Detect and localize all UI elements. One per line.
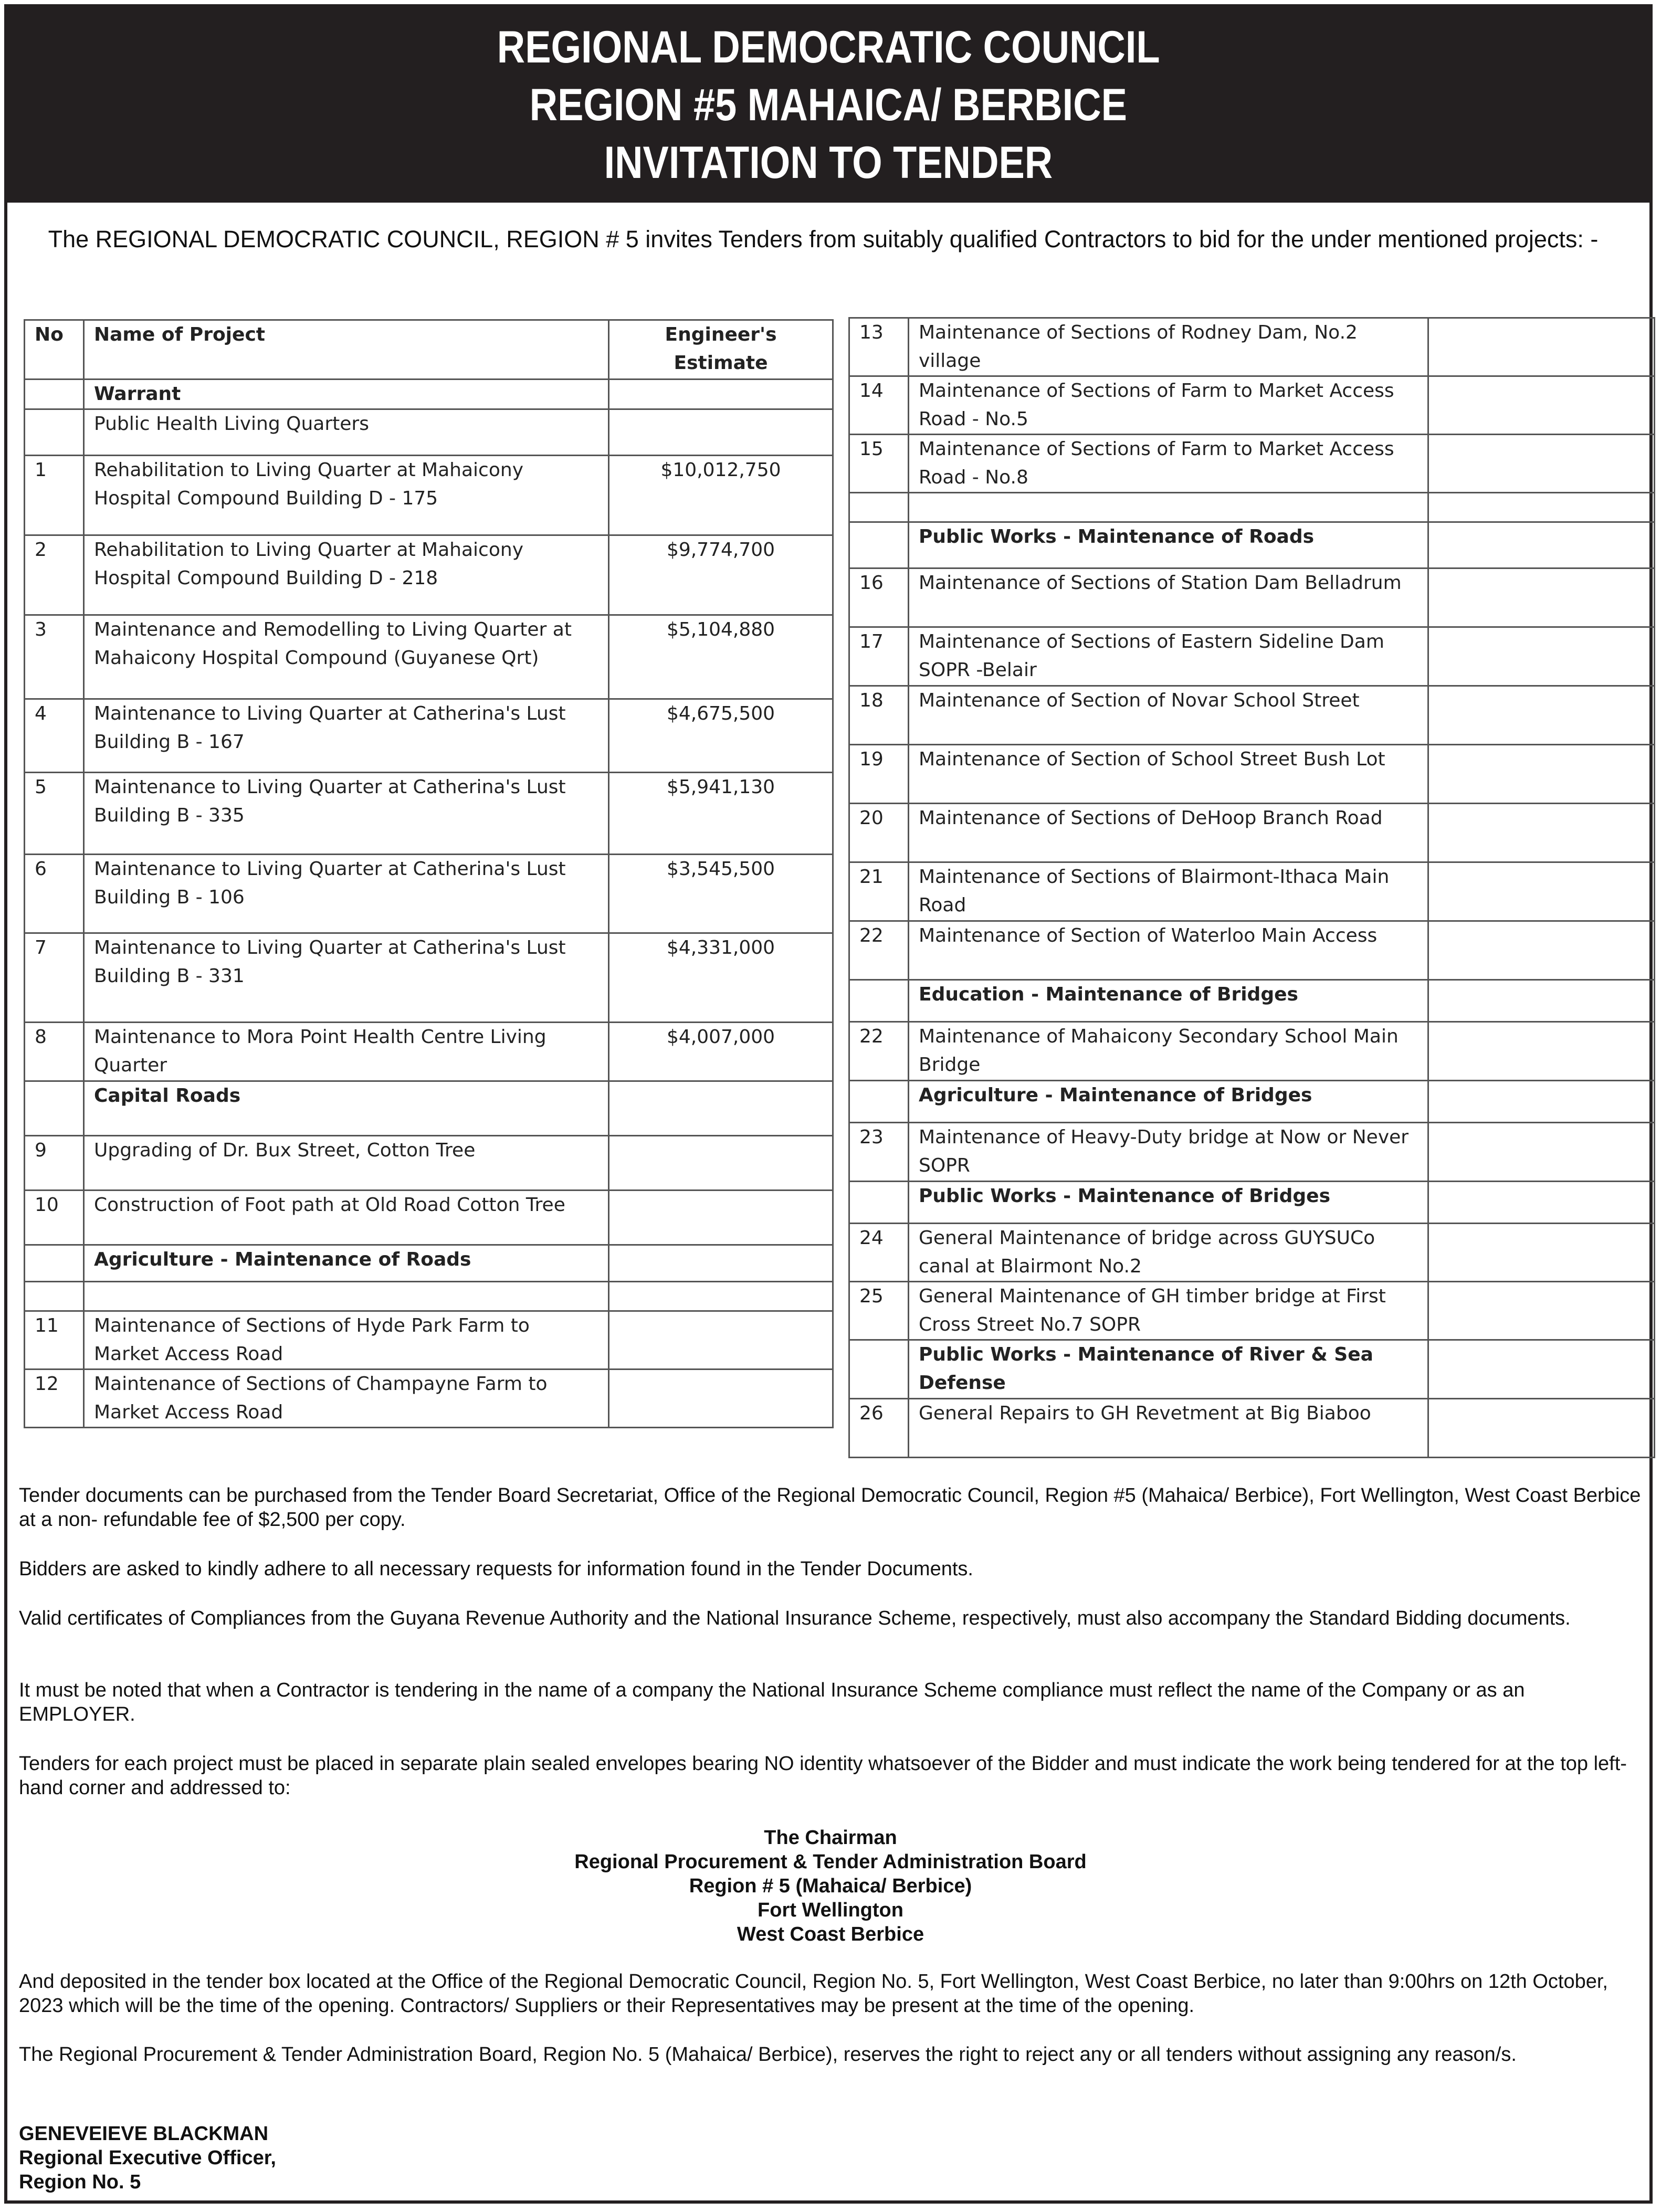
- engineer-estimate: $4,331,000: [609, 933, 833, 1023]
- section-row: [25, 380, 833, 409]
- project-name: Maintenance of Sections of DeHoop Branch Road: [909, 804, 1428, 862]
- project-number: 15: [849, 435, 909, 493]
- address-line-5: West Coast Berbice: [737, 1923, 924, 1945]
- projects-table-right: [848, 317, 1655, 1458]
- project-number: 6: [25, 855, 84, 933]
- paragraph-certificates: Valid certificates of Compliances from the Guyana Revenue Authority and the National Insurance Scheme, respectively, must also accompany the Standard Bidding documents.: [19, 1607, 1571, 1629]
- project-name: Rehabilitation to Living Quarter at Mahaicony Hospital Compound Building D - 218: [84, 535, 609, 615]
- project-number: 23: [849, 1123, 909, 1182]
- header-estimate: Engineer's Estimate: [609, 320, 833, 380]
- signature-region: Region No. 5: [19, 2171, 141, 2193]
- project-number: [25, 409, 84, 456]
- engineer-estimate: [609, 1245, 833, 1282]
- project-number: 1: [25, 456, 84, 535]
- table-row: [25, 535, 833, 615]
- table-row: [25, 773, 833, 855]
- project-number: 9: [25, 1136, 84, 1191]
- project-number: 12: [25, 1370, 84, 1428]
- project-number: [849, 1340, 909, 1399]
- address-line-2: Regional Procurement & Tender Administration Board: [574, 1851, 1087, 1873]
- engineer-estimate: [1428, 862, 1655, 921]
- engineer-estimate: [1428, 318, 1655, 376]
- project-name: Maintenance to Living Quarter at Catherina's Lust Building B - 331: [84, 933, 609, 1023]
- address-line-4: Fort Wellington: [758, 1899, 903, 1921]
- table-header-row: [25, 320, 833, 380]
- project-number: 21: [849, 862, 909, 921]
- intro-paragraph: The REGIONAL DEMOCRATIC COUNCIL, REGION # 5 invites Tenders from suitably qualified Contractors to bid for the under mentioned projects: -: [48, 226, 1599, 252]
- project-name: Education - Maintenance of Bridges: [909, 980, 1428, 1022]
- table-row: [25, 615, 833, 699]
- engineer-estimate: $9,774,700: [609, 535, 833, 615]
- table-row: [25, 1191, 833, 1245]
- engineer-estimate: $10,012,750: [609, 456, 833, 535]
- project-name: Upgrading of Dr. Bux Street, Cotton Tree: [84, 1136, 609, 1191]
- table-row: [849, 568, 1655, 627]
- table-row: [25, 1023, 833, 1081]
- table-row: [25, 855, 833, 933]
- project-number: 20: [849, 804, 909, 862]
- engineer-estimate: $3,545,500: [609, 855, 833, 933]
- engineer-estimate: [609, 1081, 833, 1136]
- section-row: [849, 980, 1655, 1022]
- engineer-estimate: [1428, 522, 1655, 568]
- engineer-estimate: [609, 1191, 833, 1245]
- project-name: Agriculture - Maintenance of Bridges: [909, 1081, 1428, 1123]
- table-row: [849, 493, 1655, 522]
- engineer-estimate: [1428, 921, 1655, 980]
- project-name: Maintenance of Sections of Station Dam Belladrum: [909, 568, 1428, 627]
- engineer-estimate: [1428, 376, 1655, 435]
- engineer-estimate: [1428, 435, 1655, 493]
- engineer-estimate: [609, 1311, 833, 1370]
- table-row: [849, 435, 1655, 493]
- engineer-estimate: $4,675,500: [609, 699, 833, 773]
- table-row: [25, 1311, 833, 1370]
- project-number: 18: [849, 686, 909, 745]
- engineer-estimate: [609, 380, 833, 409]
- project-name: Warrant: [84, 380, 609, 409]
- project-number: 22: [849, 1022, 909, 1081]
- paragraph-rights: The Regional Procurement & Tender Administration Board, Region No. 5 (Mahaica/ Berbice), reserves the right to reject any or all tenders without assigning any reason/s.: [19, 2044, 1517, 2066]
- engineer-estimate: [1428, 980, 1655, 1022]
- project-name: [84, 1282, 609, 1311]
- engineer-estimate: [1428, 1399, 1655, 1458]
- table-row: [25, 456, 833, 535]
- engineer-estimate: [1428, 804, 1655, 862]
- engineer-estimate: [1428, 1081, 1655, 1123]
- project-number: 2: [25, 535, 84, 615]
- engineer-estimate: [1428, 1182, 1655, 1224]
- project-name: Public Works - Maintenance of Bridges: [909, 1182, 1428, 1224]
- table-row: [849, 804, 1655, 862]
- project-number: [849, 493, 909, 522]
- project-name: General Maintenance of GH timber bridge at First Cross Street No.7 SOPR: [909, 1282, 1428, 1340]
- project-name: General Maintenance of bridge across GUYSUCo canal at Blairmont No.2: [909, 1224, 1428, 1282]
- address-line-3: Region # 5 (Mahaica/ Berbice): [689, 1875, 972, 1897]
- project-name: Maintenance of Heavy-Duty bridge at Now or Never SOPR: [909, 1123, 1428, 1182]
- engineer-estimate: [609, 409, 833, 456]
- address-block: [0, 1826, 1661, 1946]
- project-name: Maintenance of Sections of Blairmont-Ithaca Main Road: [909, 862, 1428, 921]
- project-name: Construction of Foot path at Old Road Cotton Tree: [84, 1191, 609, 1245]
- project-number: [25, 380, 84, 409]
- header-project: Name of Project: [84, 320, 609, 380]
- project-number: 19: [849, 745, 909, 804]
- engineer-estimate: [1428, 686, 1655, 745]
- table-row: [25, 1136, 833, 1191]
- section-row: [849, 1182, 1655, 1224]
- project-number: 3: [25, 615, 84, 699]
- header-line-1: REGIONAL DEMOCRATIC COUNCIL: [497, 22, 1160, 72]
- table-row: [849, 1282, 1655, 1340]
- project-name: [909, 493, 1428, 522]
- project-name: Public Health Living Quarters: [84, 409, 609, 456]
- table-row: [849, 1123, 1655, 1182]
- project-name: Maintenance to Mora Point Health Centre Living Quarter: [84, 1023, 609, 1081]
- table-row: [849, 627, 1655, 686]
- project-name: Maintenance of Mahaicony Secondary School Main Bridge: [909, 1022, 1428, 1081]
- paragraph-bidders: Bidders are asked to kindly adhere to all necessary requests for information found in the Tender Documents.: [19, 1558, 973, 1580]
- engineer-estimate: [1428, 1022, 1655, 1081]
- project-number: 8: [25, 1023, 84, 1081]
- table-row: [849, 1399, 1655, 1458]
- engineer-estimate: [609, 1282, 833, 1311]
- project-number: [849, 1182, 909, 1224]
- project-number: [849, 980, 909, 1022]
- engineer-estimate: [1428, 1123, 1655, 1182]
- projects-table-left: [24, 319, 834, 1428]
- table-row: [849, 1224, 1655, 1282]
- section-row: [25, 1081, 833, 1136]
- table-row: [25, 1370, 833, 1428]
- engineer-estimate: [1428, 568, 1655, 627]
- project-number: 7: [25, 933, 84, 1023]
- project-name: Maintenance of Sections of Hyde Park Farm to Market Access Road: [84, 1311, 609, 1370]
- project-name: Maintenance and Remodelling to Living Quarter at Mahaicony Hospital Compound (Guyanese Qrt): [84, 615, 609, 699]
- paragraph-nis: It must be noted that when a Contractor is tendering in the name of a company the National Insurance Scheme compliance must reflect the name of the Company or as an EMPLOYER.: [19, 1679, 1525, 1725]
- header-line-2: REGION #5 MAHAICA/ BERBICE: [529, 80, 1128, 130]
- project-name: Maintenance of Section of Waterloo Main Access: [909, 921, 1428, 980]
- project-name: Maintenance of Section of Novar School Street: [909, 686, 1428, 745]
- engineer-estimate: [1428, 745, 1655, 804]
- table-row: [849, 921, 1655, 980]
- project-number: [849, 522, 909, 568]
- project-number: [25, 1081, 84, 1136]
- signature-block: [19, 2122, 276, 2194]
- project-name: Maintenance of Sections of Farm to Market Access Road - No.8: [909, 435, 1428, 493]
- project-name: Maintenance of Sections of Rodney Dam, No.2 village: [909, 318, 1428, 376]
- table-row: [25, 409, 833, 456]
- project-number: 17: [849, 627, 909, 686]
- section-row: [849, 1340, 1655, 1399]
- project-name: Maintenance to Living Quarter at Catherina's Lust Building B - 106: [84, 855, 609, 933]
- project-name: Maintenance of Sections of Farm to Market Access Road - No.5: [909, 376, 1428, 435]
- signature-title: Regional Executive Officer,: [19, 2147, 276, 2169]
- table-row: [849, 745, 1655, 804]
- project-number: 22: [849, 921, 909, 980]
- section-row: [25, 1245, 833, 1282]
- engineer-estimate: [609, 1370, 833, 1428]
- project-number: 26: [849, 1399, 909, 1458]
- paragraph-deposit: And deposited in the tender box located at the Office of the Regional Democratic Council, Region No. 5, Fort Wellington, West Coast Berbice, no later than 9:00hrs on 12th October, 2023 which will be the time of the opening. Contractors/ Suppliers or their Representatives may be present at the time of the opening.: [19, 1971, 1608, 2017]
- project-number: 14: [849, 376, 909, 435]
- project-number: [25, 1245, 84, 1282]
- project-number: 4: [25, 699, 84, 773]
- project-number: [25, 1282, 84, 1311]
- engineer-estimate: [1428, 493, 1655, 522]
- engineer-estimate: [1428, 1224, 1655, 1282]
- engineer-estimate: $5,104,880: [609, 615, 833, 699]
- table-row: [25, 1282, 833, 1311]
- address-line-1: The Chairman: [764, 1827, 897, 1849]
- header-banner: [7, 7, 1649, 203]
- engineer-estimate: [1428, 627, 1655, 686]
- table-row: [25, 699, 833, 773]
- project-number: 24: [849, 1224, 909, 1282]
- project-name: Capital Roads: [84, 1081, 609, 1136]
- project-name: Public Works - Maintenance of River & Sea Defense: [909, 1340, 1428, 1399]
- project-number: 5: [25, 773, 84, 855]
- engineer-estimate: $5,941,130: [609, 773, 833, 855]
- project-name: Maintenance to Living Quarter at Catherina's Lust Building B - 335: [84, 773, 609, 855]
- project-name: Public Works - Maintenance of Roads: [909, 522, 1428, 568]
- project-name: Rehabilitation to Living Quarter at Mahaicony Hospital Compound Building D - 175: [84, 456, 609, 535]
- project-name: Maintenance of Sections of Eastern Sideline Dam SOPR -Belair: [909, 627, 1428, 686]
- header-no: No: [25, 320, 84, 380]
- project-number: 11: [25, 1311, 84, 1370]
- engineer-estimate: [1428, 1340, 1655, 1399]
- project-name: General Repairs to GH Revetment at Big Biaboo: [909, 1399, 1428, 1458]
- table-row: [849, 376, 1655, 435]
- engineer-estimate: [1428, 1282, 1655, 1340]
- engineer-estimate: [609, 1136, 833, 1191]
- table-row: [849, 686, 1655, 745]
- paragraph-envelopes: Tenders for each project must be placed in separate plain sealed envelopes bearing NO identity whatsoever of the Bidder and must indicate the work being tendered for at the top left-hand corner and addressed to:: [19, 1753, 1627, 1799]
- project-number: 16: [849, 568, 909, 627]
- signature-name: GENEVEIEVE BLACKMAN: [19, 2123, 269, 2145]
- table-row: [849, 862, 1655, 921]
- table-row: [849, 318, 1655, 376]
- project-name: Agriculture - Maintenance of Roads: [84, 1245, 609, 1282]
- engineer-estimate: $4,007,000: [609, 1023, 833, 1081]
- project-name: Maintenance of Section of School Street Bush Lot: [909, 745, 1428, 804]
- table-row: [25, 933, 833, 1023]
- project-number: 13: [849, 318, 909, 376]
- project-number: 10: [25, 1191, 84, 1245]
- project-name: Maintenance of Sections of Champayne Farm to Market Access Road: [84, 1370, 609, 1428]
- paragraph-documents: Tender documents can be purchased from the Tender Board Secretariat, Office of the Regional Democratic Council, Region #5 (Mahaica/ Berbice), Fort Wellington, West Coast Berbice at a non- refundable fee of $2,500 per copy.: [19, 1484, 1641, 1531]
- section-row: [849, 1081, 1655, 1123]
- project-number: [849, 1081, 909, 1123]
- section-row: [849, 522, 1655, 568]
- project-name: Maintenance to Living Quarter at Catherina's Lust Building B - 167: [84, 699, 609, 773]
- project-number: 25: [849, 1282, 909, 1340]
- header-line-3: INVITATION TO TENDER: [604, 138, 1053, 188]
- table-row: [849, 1022, 1655, 1081]
